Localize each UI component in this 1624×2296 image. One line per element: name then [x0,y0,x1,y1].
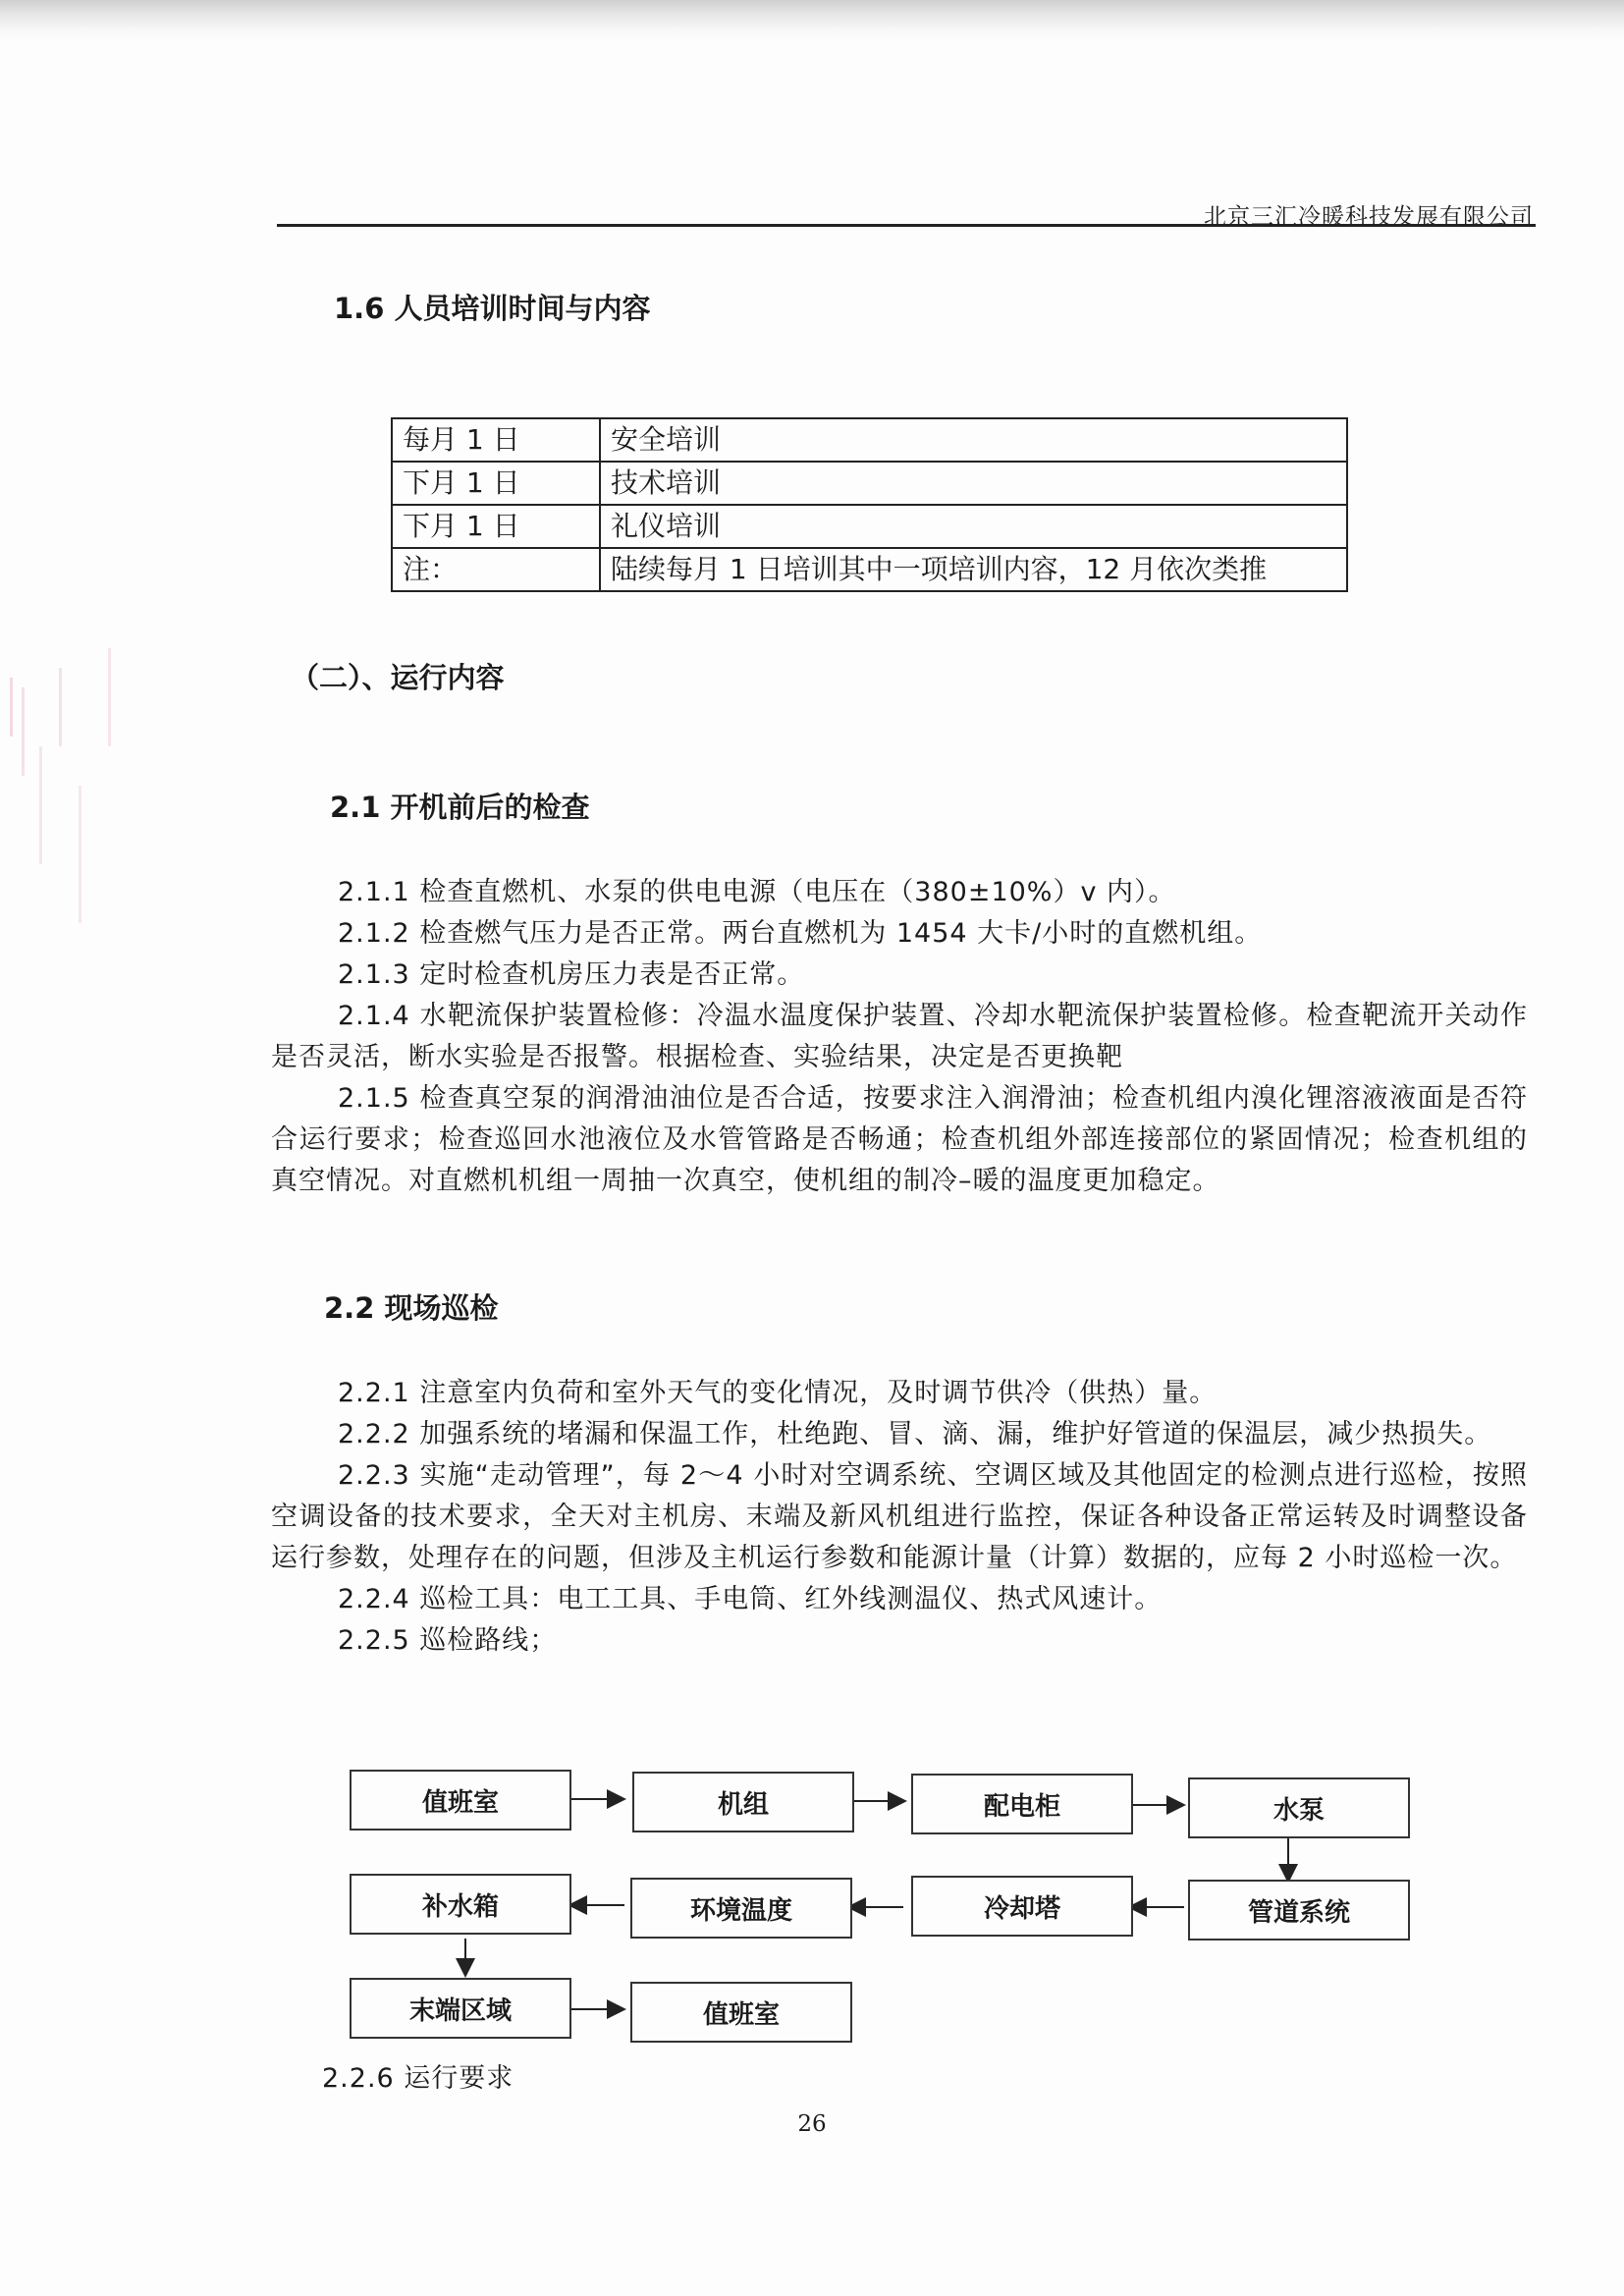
paragraph: 2.2.3 实施“走动管理”，每 2～4 小时对空调系统、空调区域及其他固定的检测点进行巡检，按照空调设备的技术要求，全天对主机房、末端及新风机组进行监控，保证各种设备正常运转及时调整设备运行参数，处理存在的问题，但涉及主机运行参数和能源计量（计算）数据的，应每 2 小时巡检一次。 [271,1460,1528,1573]
part-2-title: （二）、运行内容 [291,661,505,694]
scan-artifact [39,746,42,864]
header-rule [277,224,1536,227]
flow-node-water-pump: 水泵 [1188,1777,1410,1838]
table-cell: 下月 1 日 [392,505,600,548]
page-number: 26 [797,2111,827,2137]
table-cell: 技术培训 [600,462,1347,505]
flow-node-terminal-area: 末端区域 [350,1978,571,2039]
paragraph: 2.1.2 检查燃气压力是否正常。两台直燃机为 1454 大卡/小时的直燃机组。 [338,918,1263,949]
paragraph: 2.1.5 检查真空泵的润滑油油位是否合适，按要求注入润滑油；检查机组内溴化锂溶液液面是否符合运行要求；检查巡回水池液位及水管管路是否畅通；检查机组外部连接部位的紧固情况；检查机组的真空情况。对直燃机机组一周抽一次真空，使机组的制冷–暖的温度更加稳定。 [271,1083,1528,1196]
section-1-6-title: 1.6 人员培训时间与内容 [334,292,651,325]
paragraph: 2.1.1 检查直燃机、水泵的供电电源（电压在（380±10%）v 内）。 [338,877,1176,907]
table-cell: 每月 1 日 [392,418,600,462]
scan-artifact [59,668,62,746]
table-row [392,462,1347,505]
training-table [391,417,1348,592]
table-row [392,418,1347,462]
table-cell: 安全培训 [600,418,1347,462]
inspection-route-flowchart [346,1764,1416,2068]
section-2-2-6-title: 2.2.6 运行要求 [322,2063,514,2094]
flow-node-cooling-tower: 冷却塔 [911,1876,1133,1937]
paragraph: 2.2.4 巡检工具：电工工具、手电筒、红外线测温仪、热式风速计。 [338,1584,1163,1614]
section-2-2-title: 2.2 现场巡检 [324,1291,499,1325]
flow-node-duty-room-return: 值班室 [630,1982,852,2043]
paragraph: 2.2.5 巡检路线； [338,1625,558,1656]
scan-artifact [10,678,13,737]
table-cell: 陆续每月 1 日培训其中一项培训内容，12 月依次类推 [600,548,1347,591]
paragraph: 2.1.4 水靶流保护装置检修：冷温水温度保护装置、冷却水靶流保护装置检修。检查靶流开关动作是否灵活，断水实验是否报警。根据检查、实验结果，决定是否更换靶 [271,1001,1528,1072]
table-cell: 注： [392,548,600,591]
section-2-1-title: 2.1 开机前后的检查 [330,791,590,824]
company-name: 北京三汇冷暖科技发展有限公司 [1204,204,1534,230]
table-row [392,505,1347,548]
scan-artifact [108,648,111,746]
flow-node-duty-room: 值班室 [350,1770,571,1831]
paragraph: 2.2.1 注意室内负荷和室外天气的变化情况，及时调节供冷（供热）量。 [338,1378,1218,1408]
paragraph: 2.1.3 定时检查机房压力表是否正常。 [338,959,805,990]
scan-artifact [22,687,25,776]
scan-artifact [79,786,81,923]
table-row [392,548,1347,591]
flow-node-unit: 机组 [632,1772,854,1832]
section-2-2-body [271,1373,1528,1662]
table-cell: 礼仪培训 [600,505,1347,548]
flow-node-ambient-temperature: 环境温度 [630,1878,852,1939]
section-2-1-body [271,872,1528,1202]
flow-node-distribution-cabinet: 配电柜 [911,1774,1133,1834]
flow-node-pipe-system: 管道系统 [1188,1880,1410,1941]
table-cell: 下月 1 日 [392,462,600,505]
scan-shadow [0,0,1624,41]
flow-node-water-tank: 补水箱 [350,1874,571,1935]
paragraph: 2.2.2 加强系统的堵漏和保温工作，杜绝跑、冒、滴、漏，维护好管道的保温层，减少热损失。 [338,1419,1492,1449]
